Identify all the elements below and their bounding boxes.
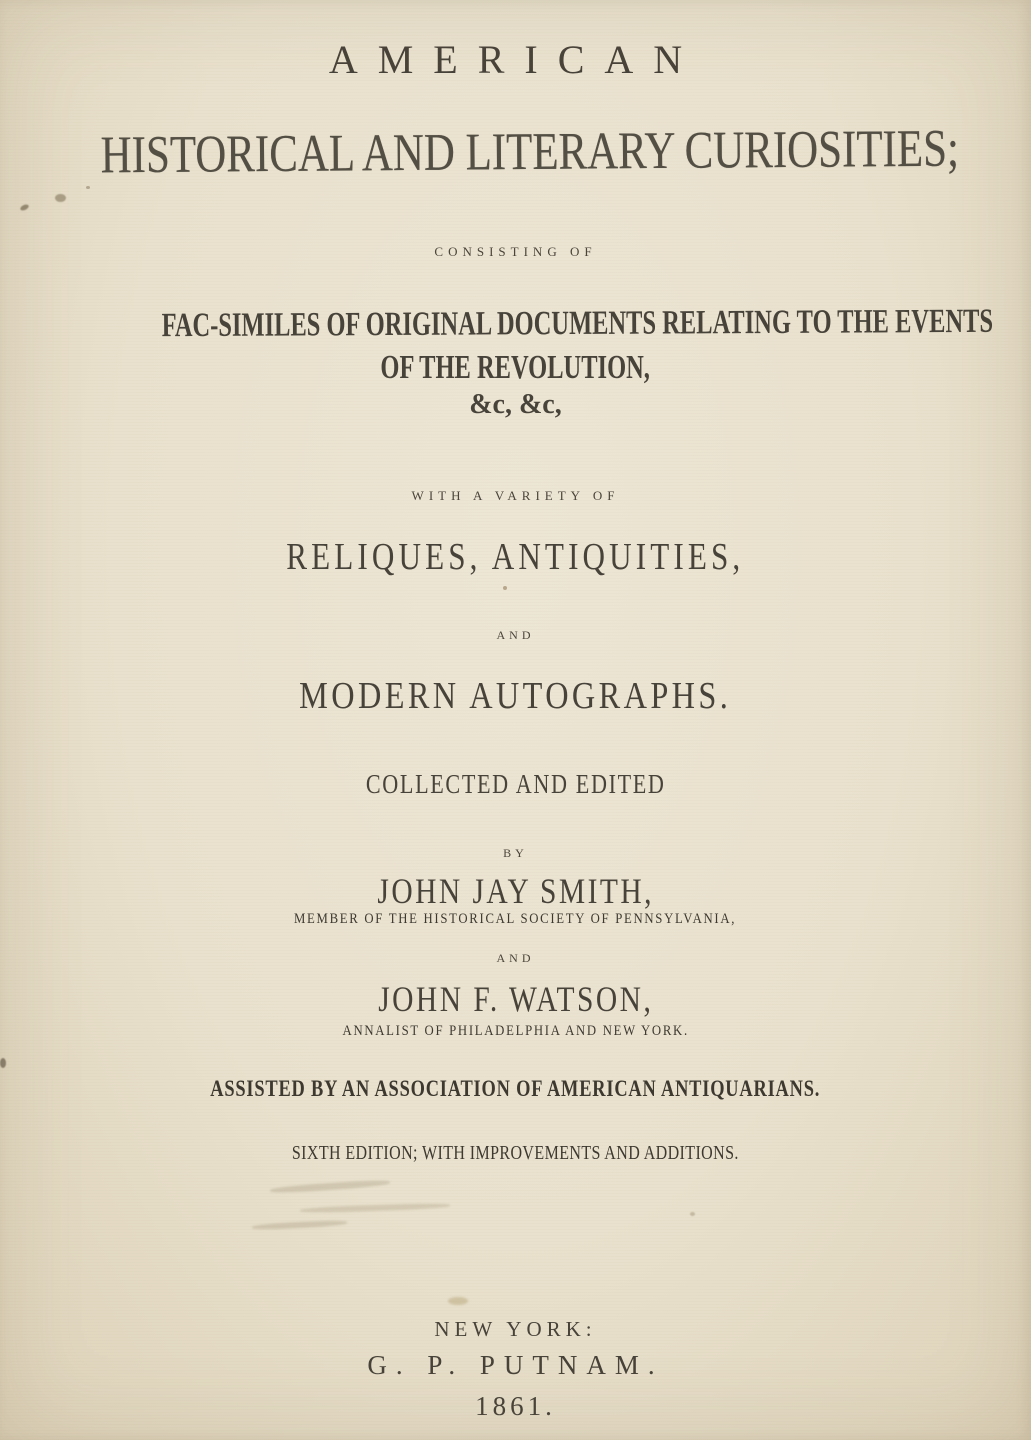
contents-line-1: FAC-SIMILES OF ORIGINAL DOCUMENTS RELATING TO THE EVENTS bbox=[161, 302, 994, 345]
contents-line-2: OF THE REVOLUTION, bbox=[380, 349, 651, 386]
paper-smudge bbox=[252, 1220, 347, 1231]
paper-speck bbox=[55, 194, 66, 202]
paper-smudge bbox=[300, 1202, 450, 1213]
page-title-text: HISTORICAL AND LITERARY CURIOSITIES; bbox=[100, 119, 960, 185]
imprint-publisher: G. P. PUTNAM. bbox=[367, 1350, 664, 1380]
editor-2-name: JOHN F. WATSON, bbox=[377, 979, 654, 1019]
paper-speck bbox=[19, 203, 29, 211]
paper-speck bbox=[503, 586, 507, 590]
series-kicker bbox=[0, 38, 1031, 81]
paper-speck bbox=[448, 1297, 468, 1305]
editor-1-affiliation: MEMBER OF THE HISTORICAL SOCIETY OF PENNSYLVANIA, bbox=[294, 911, 737, 927]
assisted-line: ASSISTED BY AN ASSOCIATION OF AMERICAN ANTIQUARIANS. bbox=[210, 1076, 821, 1101]
paper-smudge bbox=[270, 1179, 390, 1194]
paper-speck bbox=[0, 1058, 6, 1068]
contents-line-4: MODERN AUTOGRAPHS. bbox=[299, 675, 732, 717]
conjunction-and-1: AND bbox=[496, 628, 535, 642]
edition-line: SIXTH EDITION; WITH IMPROVEMENTS AND ADDITIONS. bbox=[292, 1142, 739, 1164]
paper-speck bbox=[690, 1212, 695, 1216]
by-label: BY bbox=[503, 846, 528, 860]
consisting-label: CONSISTING OF bbox=[434, 244, 597, 259]
page-title bbox=[0, 119, 1031, 185]
imprint-city: NEW YORK: bbox=[434, 1317, 597, 1341]
editor-1-name: JOHN JAY SMITH, bbox=[377, 871, 654, 911]
imprint-year: 1861. bbox=[475, 1391, 556, 1421]
series-kicker-text: AMERICAN bbox=[328, 37, 703, 82]
paper-speck bbox=[86, 186, 90, 189]
variety-label: WITH A VARIETY OF bbox=[411, 488, 620, 503]
editor-2-affiliation: ANNALIST OF PHILADELPHIA AND NEW YORK. bbox=[342, 1023, 689, 1039]
collected-label: COLLECTED AND EDITED bbox=[365, 769, 666, 799]
etcetera-line: &c, &c, bbox=[469, 389, 562, 420]
conjunction-and-2: AND bbox=[496, 951, 535, 965]
contents-line-3: RELIQUES, ANTIQUITIES, bbox=[286, 536, 745, 578]
